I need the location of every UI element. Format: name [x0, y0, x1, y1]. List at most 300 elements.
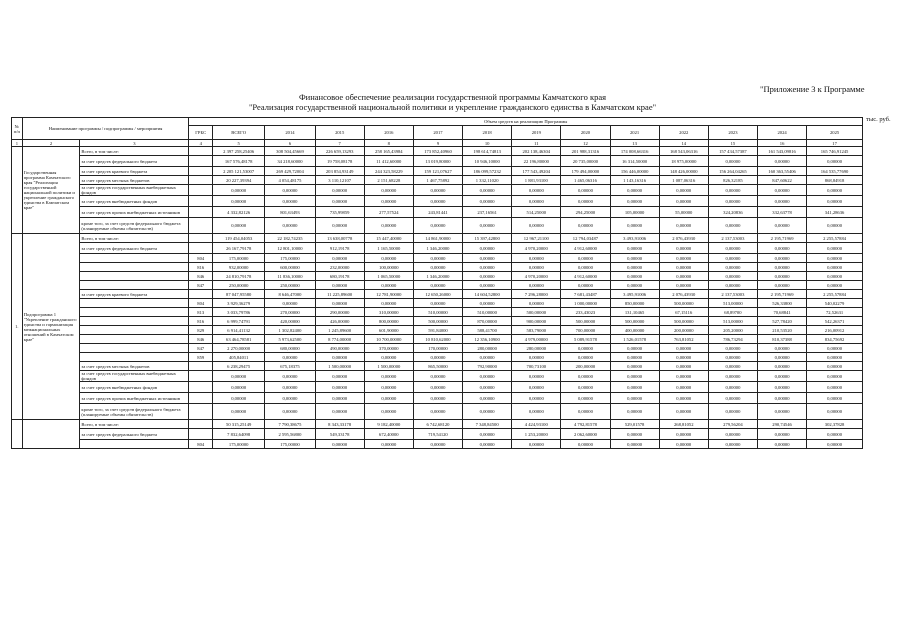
value-cell: 200,00000	[659, 326, 708, 335]
value-cell: 250,00000	[212, 281, 264, 290]
value-cell: 0,00000	[757, 254, 806, 263]
value-cell: 0,00000	[708, 272, 757, 281]
value-cell: 0,00000	[561, 353, 610, 362]
value-cell: 0,00000	[659, 196, 708, 207]
table-row	[12, 196, 863, 207]
value-cell: 0,00000	[413, 196, 462, 207]
value-cell: 0,00000	[610, 254, 659, 263]
value-cell: 510,00000	[413, 308, 462, 317]
value-cell: 0,00000	[561, 185, 610, 196]
value-cell: 0,00000	[807, 243, 863, 254]
column-number: 2	[22, 140, 80, 147]
value-cell: 67,15116	[659, 308, 708, 317]
value-cell: 0,00000	[807, 362, 863, 371]
value-cell: 0,00000	[757, 353, 806, 362]
value-cell: 0,00000	[708, 185, 757, 196]
value-cell: 0,00000	[315, 353, 364, 362]
value-cell: 8 343,33178	[315, 420, 364, 429]
value-cell: 0,00000	[463, 299, 512, 308]
value-cell: 0,00000	[413, 281, 462, 290]
value-cell: 0,00000	[807, 254, 863, 263]
value-cell: 0,00000	[364, 281, 413, 290]
row-label	[80, 440, 189, 449]
value-cell: 672,40000	[364, 429, 413, 440]
value-cell: 500,00000	[413, 317, 462, 326]
value-cell: 0,00000	[659, 371, 708, 382]
value-cell: 529,01578	[610, 420, 659, 429]
header-num: № п/п	[12, 118, 23, 140]
value-cell: 0,00000	[757, 404, 806, 420]
row-label: Всего, в том числе:	[80, 147, 189, 156]
value-cell: 15 447,40000	[364, 234, 413, 243]
column-number: 5	[212, 140, 264, 147]
value-cell: 12 967,21100	[512, 234, 561, 243]
value-cell: 9 182,40000	[364, 420, 413, 429]
value-cell: 0,00000	[610, 185, 659, 196]
value-cell: 1 332,11020	[463, 176, 512, 185]
table-row	[12, 263, 863, 272]
value-cell: 294,25000	[561, 207, 610, 218]
value-cell: 1 346,20000	[413, 272, 462, 281]
header-year: 2024	[757, 126, 806, 140]
value-cell: 0,00000	[610, 344, 659, 353]
value-cell: 10 810,62000	[413, 335, 462, 344]
value-cell: 0,00000	[212, 404, 264, 420]
value-cell: 243,81441	[413, 207, 462, 218]
value-cell: 0,00000	[212, 196, 264, 207]
value-cell: 542,26371	[807, 317, 863, 326]
document-title-line2: "Реализация государственной национальной политики и укрепление гражданского единства в Камчатском крае"	[248, 102, 657, 112]
value-cell: 175,00000	[265, 440, 315, 449]
value-cell: 0,00000	[659, 281, 708, 290]
appendix-label: "Приложение 3 к Программе	[760, 84, 865, 94]
value-cell: 0,00000	[512, 440, 561, 449]
value-cell: 735,99859	[315, 207, 364, 218]
value-cell: 0,00000	[364, 196, 413, 207]
grbs-code	[189, 147, 213, 156]
header-year: 2021	[610, 126, 659, 140]
value-cell: 0,00000	[463, 218, 512, 234]
value-cell: 1 465,06316	[561, 176, 610, 185]
value-cell: 216,00912	[807, 326, 863, 335]
grbs-code	[189, 243, 213, 254]
value-cell: 22 182,74235	[265, 234, 315, 243]
grbs-code: 813	[189, 308, 213, 317]
value-cell: 868,84918	[807, 176, 863, 185]
value-cell: 0,00000	[610, 393, 659, 404]
value-cell: 7 348,84500	[463, 420, 512, 429]
value-cell: 0,00000	[413, 404, 462, 420]
value-cell: 0,00000	[807, 429, 863, 440]
value-cell: 0,00000	[610, 362, 659, 371]
value-cell: 0,00000	[610, 243, 659, 254]
value-cell: 0,00000	[807, 353, 863, 362]
column-number: 3	[80, 140, 189, 147]
header-year: 2025	[807, 126, 863, 140]
value-cell: 0,00000	[364, 440, 413, 449]
value-cell: 268,81052	[659, 420, 708, 429]
table-row	[12, 234, 863, 243]
value-cell: 0,00000	[265, 196, 315, 207]
value-cell: 0,00000	[708, 263, 757, 272]
event-num	[12, 420, 23, 449]
value-cell: 2 255,57884	[807, 290, 863, 299]
value-cell: 1 467,75892	[413, 176, 462, 185]
row-label: за счет средств местных бюджетов	[80, 362, 189, 371]
value-cell: 0,00000	[512, 353, 561, 362]
row-label	[80, 281, 189, 290]
value-cell: 0,00000	[512, 263, 561, 272]
value-cell: 0,00000	[561, 382, 610, 393]
value-cell: 0,00000	[561, 218, 610, 234]
value-cell: 870,00000	[463, 317, 512, 326]
value-cell: 0,00000	[659, 243, 708, 254]
row-label: за счет средств краевого бюджета	[80, 167, 189, 176]
table-row	[12, 147, 863, 156]
value-cell: 290,00000	[315, 308, 364, 317]
table-row	[12, 207, 863, 218]
value-cell: 0,00000	[561, 254, 610, 263]
value-cell: 0,00000	[807, 272, 863, 281]
value-cell: 0,00000	[708, 382, 757, 393]
value-cell: 63 464,78581	[212, 335, 264, 344]
row-label: за счет средств внебюджетных фондов	[80, 382, 189, 393]
table-row	[12, 281, 863, 290]
value-cell: 175,00000	[212, 440, 264, 449]
value-cell: 0,00000	[212, 185, 264, 196]
value-cell: 1 302,82400	[265, 326, 315, 335]
value-cell: 308 504,45669	[265, 147, 315, 156]
value-cell: 0,00000	[315, 254, 364, 263]
value-cell: 250,00000	[265, 281, 315, 290]
value-cell: 12 650,26000	[413, 290, 462, 299]
value-cell: 201 988,31316	[561, 147, 610, 156]
row-label: кроме того, за счет средств федерального бюджета (планируемые объемы обязательств)	[80, 218, 189, 234]
value-cell: 600,00000	[265, 263, 315, 272]
value-cell: 277,57524	[364, 207, 413, 218]
value-cell: 0,00000	[807, 440, 863, 449]
value-cell: 601,90000	[364, 326, 413, 335]
value-cell: 72,52631	[807, 308, 863, 317]
value-cell: 8 774,00000	[315, 335, 364, 344]
row-label: кроме того, за счет средств федерального бюджета (планируемые объемы обязательств)	[80, 404, 189, 420]
value-cell: 0,00000	[265, 382, 315, 393]
value-cell: 786,73294	[708, 335, 757, 344]
value-cell: 526,33800	[757, 299, 806, 308]
column-number: 16	[757, 140, 806, 147]
value-cell: 0,00000	[265, 185, 315, 196]
table-row	[12, 335, 863, 344]
value-cell: 20 227,39394	[212, 176, 264, 185]
value-cell: 0,00000	[512, 185, 561, 196]
table-row	[12, 326, 863, 335]
value-cell: 0,00000	[561, 440, 610, 449]
value-cell: 0,00000	[659, 404, 708, 420]
value-cell: 0,00000	[807, 371, 863, 382]
value-cell: 675,18375	[265, 362, 315, 371]
row-label: за счет средств местных бюджетов	[80, 176, 189, 185]
value-cell: 0,00000	[807, 382, 863, 393]
value-cell: 490,00000	[315, 344, 364, 353]
value-cell: 0,00000	[708, 344, 757, 353]
table-row	[12, 404, 863, 420]
value-cell: 1 165,50000	[364, 243, 413, 254]
table-row	[12, 429, 863, 440]
value-cell: 0,00000	[659, 362, 708, 371]
value-cell: 270,00000	[265, 308, 315, 317]
value-cell: 1 346,20000	[413, 243, 462, 254]
row-label	[80, 317, 189, 326]
column-number: 12	[561, 140, 610, 147]
row-label: Всего, в том числе:	[80, 234, 189, 243]
value-cell: 540,02279	[807, 299, 863, 308]
row-label: за счет средств государственных внебюджетных фондов	[80, 185, 189, 196]
value-cell: 1 000,00000	[561, 299, 610, 308]
value-cell: 4 912,60000	[561, 272, 610, 281]
value-cell: 12 794,03487	[561, 234, 610, 243]
value-cell: 7 681,43487	[561, 290, 610, 299]
column-number: 9	[413, 140, 462, 147]
table-row	[12, 299, 863, 308]
value-cell: 0,00000	[364, 299, 413, 308]
value-cell: 148 426,00000	[659, 167, 708, 176]
value-cell: 0,00000	[212, 218, 264, 234]
value-cell: 70,68841	[757, 308, 806, 317]
header-year: 2019	[512, 126, 561, 140]
grbs-code	[189, 207, 213, 218]
row-label: за счет средств федерального бюджета	[80, 156, 189, 167]
value-cell: 0,00000	[463, 393, 512, 404]
value-cell: 680,19178	[315, 272, 364, 281]
value-cell: 700,73100	[512, 362, 561, 371]
value-cell: 700,00000	[561, 326, 610, 335]
value-cell: 2 205 121,53007	[212, 167, 264, 176]
grbs-code: 829	[189, 326, 213, 335]
value-cell: 0,00000	[807, 196, 863, 207]
value-cell: 0,00000	[212, 382, 264, 393]
column-number: 15	[708, 140, 757, 147]
value-cell: 0,00000	[463, 254, 512, 263]
value-cell: 1 500,00000	[315, 362, 364, 371]
value-cell: 290,74546	[757, 420, 806, 429]
value-cell: 0,00000	[512, 393, 561, 404]
value-cell: 0,00000	[413, 263, 462, 272]
value-cell: 55,00000	[659, 207, 708, 218]
value-cell: 6 742,68120	[413, 420, 462, 429]
value-cell: 0,00000	[512, 281, 561, 290]
value-cell: 198 614,74813	[463, 147, 512, 156]
table-row	[12, 156, 863, 167]
value-cell: 0,00000	[463, 371, 512, 382]
table-row	[12, 272, 863, 281]
value-cell: 2 195,71969	[757, 290, 806, 299]
value-cell: 792,90000	[463, 362, 512, 371]
table-row	[12, 353, 863, 362]
value-cell: 0,00000	[512, 196, 561, 207]
value-cell: 3 493,91006	[610, 234, 659, 243]
value-cell: 0,00000	[413, 185, 462, 196]
value-cell: 0,00000	[708, 353, 757, 362]
value-cell: 0,00000	[708, 156, 757, 167]
header-year: 2023	[708, 126, 757, 140]
value-cell: 156 446,00000	[610, 167, 659, 176]
row-label	[80, 272, 189, 281]
value-cell: 0,00000	[757, 362, 806, 371]
grbs-code	[189, 382, 213, 393]
value-cell: 0,00000	[463, 382, 512, 393]
row-label	[80, 308, 189, 317]
value-cell: 324,20836	[708, 207, 757, 218]
value-cell: 0,00000	[315, 218, 364, 234]
value-cell: 0,00000	[610, 353, 659, 362]
value-cell: 0,00000	[610, 281, 659, 290]
table-row	[12, 382, 863, 393]
value-cell: 173 852,40960	[413, 147, 462, 156]
value-cell: 4 792,81578	[561, 420, 610, 429]
value-cell: 105,00000	[610, 207, 659, 218]
value-cell: 0,00000	[708, 362, 757, 371]
value-cell: 4 970,20000	[512, 272, 561, 281]
row-label: за счет средств федерального бюджета	[80, 429, 189, 440]
value-cell: 0,00000	[757, 440, 806, 449]
value-cell: 15 397,42800	[463, 234, 512, 243]
value-cell: 0,00000	[610, 263, 659, 272]
value-cell: 202 138,46304	[512, 147, 561, 156]
value-cell: 0,00000	[315, 185, 364, 196]
value-cell: 500,00000	[561, 317, 610, 326]
value-cell: 341,28636	[807, 207, 863, 218]
value-cell: 0,00000	[561, 281, 610, 290]
value-cell: 0,00000	[265, 371, 315, 382]
value-cell: 2 076,43930	[659, 290, 708, 299]
grbs-code: 816	[189, 263, 213, 272]
value-cell: 0,00000	[610, 218, 659, 234]
header-year: 2018	[463, 126, 512, 140]
value-cell: 0,00000	[807, 263, 863, 272]
value-cell: 310,00000	[364, 308, 413, 317]
table-row	[12, 218, 863, 234]
value-cell: 0,00000	[659, 429, 708, 440]
column-number: 8	[364, 140, 413, 147]
value-cell: 0,00000	[561, 196, 610, 207]
table-row	[12, 393, 863, 404]
value-cell: 0,00000	[364, 185, 413, 196]
header-year: 2015	[315, 126, 364, 140]
value-cell: 0,00000	[463, 281, 512, 290]
value-cell: 6 999,74791	[212, 317, 264, 326]
column-number: 1	[12, 140, 23, 147]
value-cell: 205,20000	[708, 326, 757, 335]
value-cell: 800,00000	[364, 317, 413, 326]
value-cell: 0,00000	[212, 393, 264, 404]
value-cell: 2 062,60000	[561, 429, 610, 440]
grbs-code: 804	[189, 299, 213, 308]
column-number: 14	[659, 140, 708, 147]
column-number: 17	[807, 140, 863, 147]
value-cell: 0,00000	[364, 353, 413, 362]
value-cell: 3 033,79786	[212, 308, 264, 317]
value-cell: 1 245,89600	[315, 326, 364, 335]
row-label: за счет средств прочих внебюджетных источников	[80, 393, 189, 404]
value-cell: 0,00000	[512, 299, 561, 308]
grbs-code	[189, 429, 213, 440]
value-cell: 513,00000	[708, 299, 757, 308]
value-cell: 119 454,04053	[212, 234, 264, 243]
value-cell: 279,56204	[708, 420, 757, 429]
table-row	[12, 254, 863, 263]
value-cell: 0,00000	[757, 371, 806, 382]
column-number: 6	[265, 140, 315, 147]
value-cell: 5 973,62500	[265, 335, 315, 344]
table-row	[12, 420, 863, 429]
value-cell: 168 543,06316	[659, 147, 708, 156]
row-label: за счет средств внебюджетных фондов	[80, 196, 189, 207]
header-year: 2022	[659, 126, 708, 140]
value-cell: 100,00000	[364, 263, 413, 272]
value-cell: 0,00000	[463, 272, 512, 281]
grbs-code: 804	[189, 440, 213, 449]
value-cell: 24 810,79178	[212, 272, 264, 281]
value-cell: 12 801,10000	[265, 243, 315, 254]
value-cell: 0,00000	[610, 440, 659, 449]
units-label: тыс. руб.	[866, 116, 891, 123]
value-cell: 0,00000	[315, 404, 364, 420]
value-cell: 527,78420	[757, 317, 806, 326]
value-cell: 0,00000	[757, 263, 806, 272]
column-number: 13	[610, 140, 659, 147]
value-cell: 11 836,10000	[265, 272, 315, 281]
table-row	[12, 362, 863, 371]
grbs-code	[189, 185, 213, 196]
value-cell: 0,00000	[708, 254, 757, 263]
value-cell: 4 979,00000	[512, 335, 561, 344]
column-number: 11	[512, 140, 561, 147]
value-cell: 400,00000	[610, 326, 659, 335]
value-cell: 1 253,20000	[512, 429, 561, 440]
value-cell: 175,00000	[212, 254, 264, 263]
value-cell: 0,00000	[265, 218, 315, 234]
value-cell: 0,00000	[807, 404, 863, 420]
value-cell: 0,00000	[364, 371, 413, 382]
value-cell: 0,00000	[512, 371, 561, 382]
value-cell: 0,00000	[561, 344, 610, 353]
value-cell: 7 832,64098	[212, 429, 264, 440]
value-cell: 0,00000	[708, 429, 757, 440]
value-cell: 4 054,48175	[265, 176, 315, 185]
subprogram-name: Подпрограмма 1 "Укрепление гражданского единства и гармонизация межнациональных отношений в Камчатском крае"	[22, 234, 80, 420]
value-cell: 591,84000	[413, 326, 462, 335]
value-cell: 203 854,93149	[315, 167, 364, 176]
value-cell: 549,33178	[315, 429, 364, 440]
value-cell: 165 746,91245	[807, 147, 863, 156]
value-cell: 0,00000	[757, 218, 806, 234]
value-cell: 0,00000	[315, 196, 364, 207]
value-cell: 170,00000	[413, 344, 462, 353]
grbs-code	[189, 393, 213, 404]
value-cell: 167 576,48178	[212, 156, 264, 167]
table-row	[12, 290, 863, 299]
value-cell: 0,00000	[413, 254, 462, 263]
value-cell: 2 397 258,25406	[212, 147, 264, 156]
value-cell: 0,00000	[610, 272, 659, 281]
row-label: за счет средств государственных внебюджетных фондов	[80, 371, 189, 382]
value-cell: 912,19178	[315, 243, 364, 254]
value-cell: 0,00000	[315, 281, 364, 290]
table-row	[12, 344, 863, 353]
value-cell: 0,00000	[315, 393, 364, 404]
value-cell: 834,75692	[807, 335, 863, 344]
value-cell: 226 659,13293	[315, 147, 364, 156]
